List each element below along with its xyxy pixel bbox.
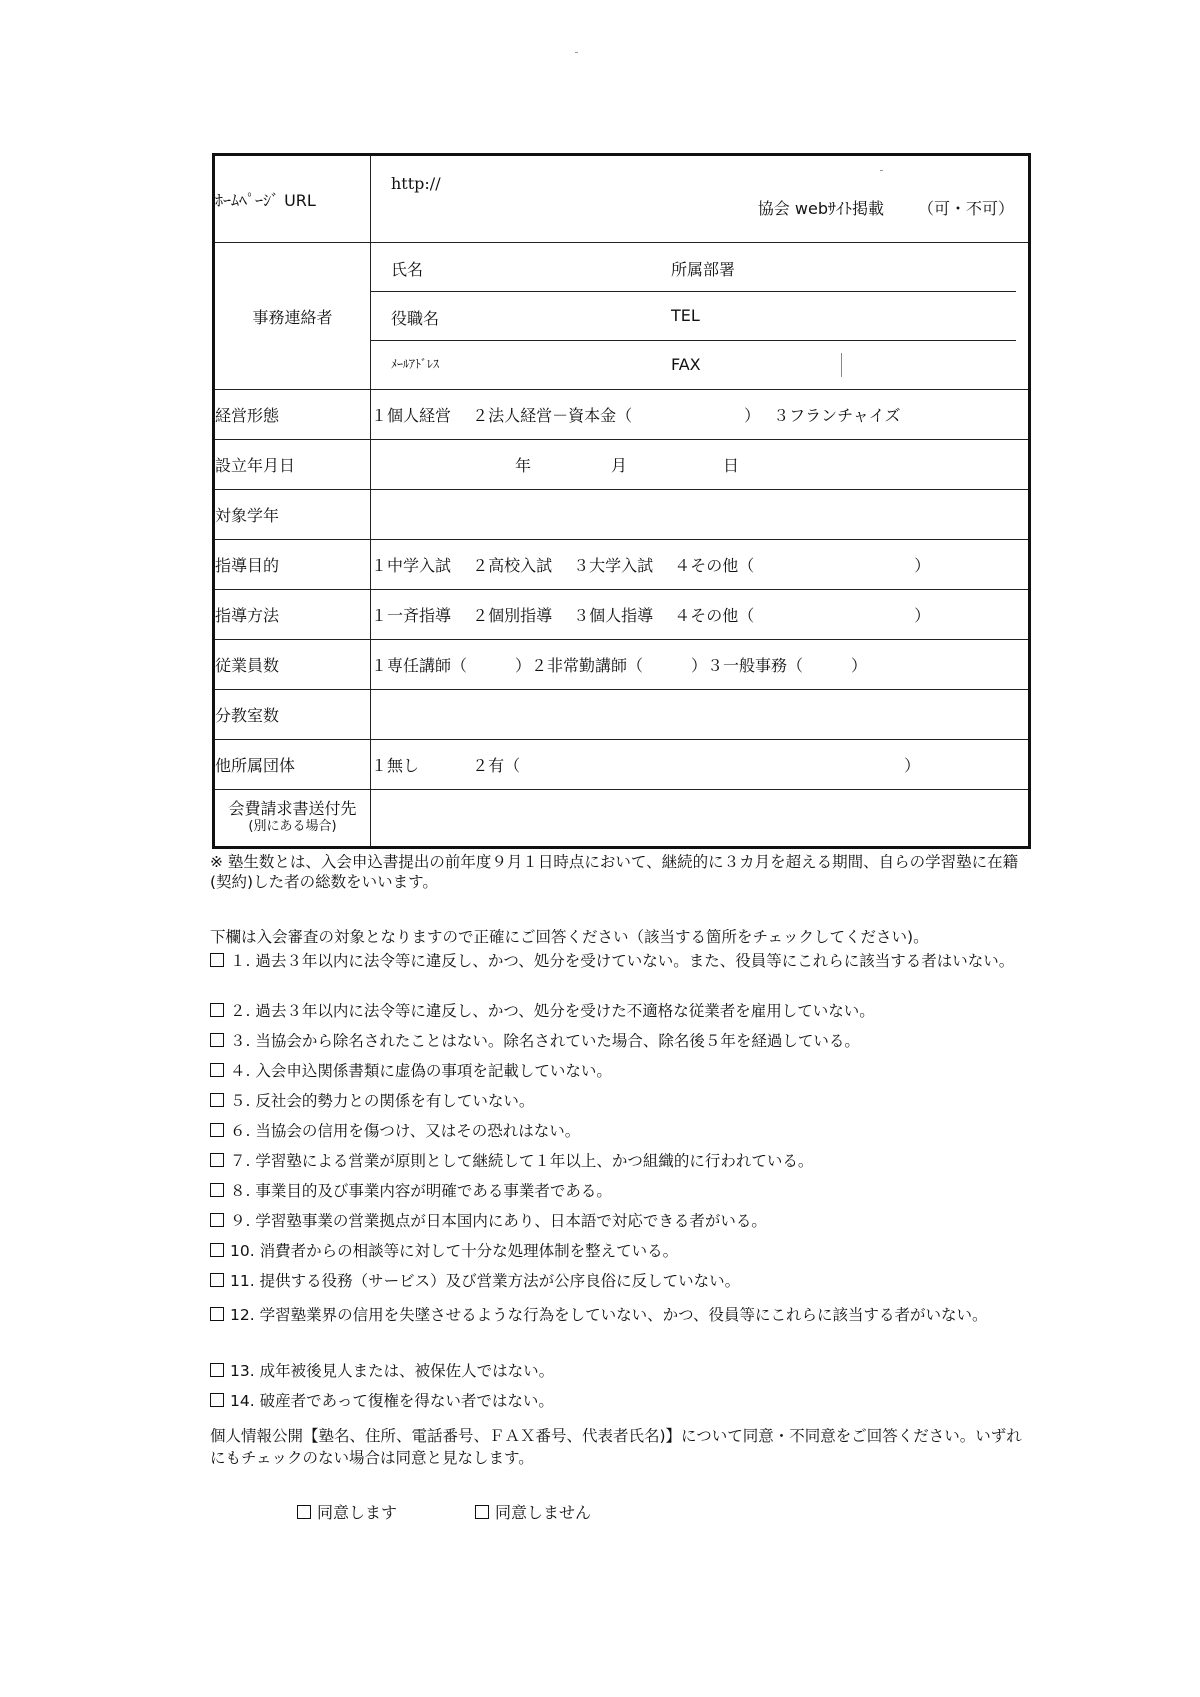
- row-label: 従業員数: [214, 640, 371, 690]
- checkbox[interactable]: [210, 1273, 224, 1287]
- field-divider-mark: [841, 353, 842, 377]
- row-label: 設立年月日: [214, 440, 371, 490]
- row-value[interactable]: １一斉指導 ２個別指導 ３個人指導 ４その他（ ）: [371, 590, 1030, 640]
- checklist-text: ５. 反社会的勢力との関係を有していない。: [230, 1092, 535, 1110]
- checkbox[interactable]: [210, 1093, 224, 1107]
- checklist-item-3[interactable]: [210, 1031, 1036, 1051]
- form-row-grades: [214, 490, 1030, 540]
- student-count-note: ※ 塾生数とは、入会申込書提出の前年度９月１日時点において、継続的に３カ月を超える期間、自らの学習塾に在籍(契約)した者の総数をいいます。: [210, 853, 1019, 891]
- row-value[interactable]: １無し ２有（ ）: [371, 740, 1030, 790]
- agree-label: 同意します: [317, 1503, 398, 1522]
- row-label: 経営形態: [214, 390, 371, 440]
- form-row-billing: [214, 790, 1030, 848]
- checklist-item-5[interactable]: [210, 1091, 1036, 1111]
- contact-row: [214, 243, 1030, 390]
- row-label: 分教室数: [214, 690, 371, 740]
- billing-value[interactable]: [371, 790, 1030, 848]
- url-cell[interactable]: [371, 155, 1030, 243]
- contact-fax-label: FAX: [671, 355, 701, 374]
- form-row-other-affiliations: [214, 740, 1030, 790]
- checkbox[interactable]: [210, 1363, 224, 1377]
- checkbox[interactable]: [297, 1505, 311, 1519]
- checklist-item-7[interactable]: [210, 1151, 1036, 1171]
- billing-label: 会費請求書送付先: [228, 799, 357, 818]
- form-row-founded: [214, 440, 1030, 490]
- checkbox[interactable]: [210, 1307, 224, 1321]
- checklist-item-1[interactable]: [210, 951, 1036, 971]
- row-value[interactable]: １中学入試 ２高校入試 ３大学入試 ４その他（ ）: [371, 540, 1030, 590]
- checkbox[interactable]: [210, 1123, 224, 1137]
- checklist-text: ９. 学習塾事業の営業拠点が日本国内にあり、日本語で対応できる者がいる。: [230, 1212, 767, 1230]
- checklist-text: ３. 当協会から除名されたことはない。除名されていた場合、除名後５年を経過している。: [230, 1032, 860, 1050]
- application-form-table: [212, 153, 1031, 849]
- checkbox[interactable]: [210, 1183, 224, 1197]
- checklist-text: 12. 学習塾業界の信用を失墜させるような行為をしていない、かつ、役員等にこれらに該当する者がいない。: [230, 1306, 988, 1324]
- checklist-item-8[interactable]: [210, 1181, 1036, 1201]
- checklist-text: ７. 学習塾による営業が原則として継続して１年以上、かつ組織的に行われている。: [230, 1152, 814, 1170]
- form-row-branches: [214, 690, 1030, 740]
- row-value[interactable]: [371, 490, 1030, 540]
- checklist-item-6[interactable]: [210, 1121, 1036, 1141]
- consent-text: 個人情報公開【塾名、住所、電話番号、ＦＡＸ番号、代表者氏名)】について同意・不同意をご回答ください。いずれにもチェックのない場合は同意と見なします。: [210, 1427, 1022, 1467]
- form-row-purpose: [214, 540, 1030, 590]
- disagree-option[interactable]: [475, 1500, 591, 1523]
- row-label: 他所属団体: [214, 740, 371, 790]
- checkbox[interactable]: [210, 1393, 224, 1407]
- checklist-item-14[interactable]: [210, 1391, 1036, 1411]
- checklist-intro: 下欄は入会審査の対象となりますので正確にご回答ください（該当する箇所をチェックしてください)。: [210, 928, 929, 946]
- checklist-item-4[interactable]: [210, 1061, 1036, 1081]
- form-row-management: [214, 390, 1030, 440]
- row-value[interactable]: １専任講師（ ）２非常勤講師（ ）３一般事務（ ）: [371, 640, 1030, 690]
- checkbox[interactable]: [210, 1033, 224, 1047]
- checklist-text: ６. 当協会の信用を傷つけ、又はその恐れはない。: [230, 1122, 581, 1140]
- contact-department-label: 所属部署: [671, 260, 736, 279]
- checklist-text: ８. 事業目的及び事業内容が明確である事業者である。: [230, 1182, 612, 1200]
- checklist-item-13[interactable]: [210, 1361, 1036, 1381]
- disagree-label: 同意しません: [495, 1503, 592, 1522]
- checklist-text: １. 過去３年以内に法令等に違反し、かつ、処分を受けていない。また、役員等にこれらに該当する者はいない。: [230, 952, 1015, 970]
- checklist-item-12[interactable]: [210, 1301, 1036, 1329]
- checklist-text: 11. 提供する役務（サービス）及び営業方法が公序良俗に反していない。: [230, 1272, 741, 1290]
- checklist-item-9[interactable]: [210, 1211, 1036, 1231]
- row-value[interactable]: [371, 690, 1030, 740]
- checklist-text: ２. 過去３年以内に法令等に違反し、かつ、処分を受けた不適格な従業者を雇用していない。: [230, 1002, 875, 1020]
- contact-email-label: ﾒｰﾙｱﾄﾞﾚｽ: [391, 357, 440, 371]
- url-publish-label: 協会 webｻｲﾄ掲載: [757, 199, 884, 218]
- billing-label-cell: [214, 790, 371, 848]
- row-value[interactable]: １個人経営 ２法人経営－資本金（ ） ３フランチャイズ: [371, 390, 1030, 440]
- contact-label: 事務連絡者: [214, 243, 371, 390]
- form-row-staff: [214, 640, 1030, 690]
- url-publish-consent: [758, 196, 1014, 219]
- url-value: http://: [391, 174, 441, 193]
- checklist-text: 13. 成年被後見人または、被保佐人ではない。: [230, 1362, 555, 1380]
- contact-cell: [371, 243, 1030, 390]
- checklist-text: 10. 消費者からの相談等に対して十分な処理体制を整えている。: [230, 1242, 679, 1260]
- agree-option[interactable]: [297, 1500, 397, 1523]
- checklist-item-10[interactable]: [210, 1241, 1036, 1261]
- checkbox[interactable]: [210, 953, 224, 967]
- contact-line-title[interactable]: [371, 292, 1016, 341]
- checkbox[interactable]: [475, 1505, 489, 1519]
- row-value[interactable]: 年 月 日: [371, 440, 1030, 490]
- checkbox[interactable]: [210, 1243, 224, 1257]
- contact-title-label: 役職名: [391, 309, 440, 328]
- url-publish-choice[interactable]: （可・不可）: [917, 199, 1014, 218]
- row-label: 指導方法: [214, 590, 371, 640]
- url-row: [214, 155, 1030, 243]
- contact-line-name[interactable]: [371, 243, 1016, 292]
- checklist-item-2[interactable]: [210, 1001, 1036, 1021]
- checklist-text: 14. 破産者であって復権を得ない者ではない。: [230, 1392, 554, 1410]
- row-label: 指導目的: [214, 540, 371, 590]
- row-label: 対象学年: [214, 490, 371, 540]
- contact-name-label: 氏名: [391, 260, 424, 279]
- contact-line-email[interactable]: [371, 341, 1016, 389]
- scan-speck: [575, 52, 578, 53]
- contact-tel-label: TEL: [671, 306, 700, 325]
- checklist-text: ４. 入会申込関係書類に虚偽の事項を記載していない。: [230, 1062, 612, 1080]
- billing-sublabel: (別にある場合): [248, 819, 337, 834]
- checkbox[interactable]: [210, 1063, 224, 1077]
- checklist-item-11[interactable]: [210, 1271, 1036, 1291]
- form-row-method: [214, 590, 1030, 640]
- checkbox[interactable]: [210, 1003, 224, 1017]
- url-label: ﾎｰﾑﾍﾟｰｼﾞ URL: [214, 155, 371, 243]
- checkbox[interactable]: [210, 1213, 224, 1227]
- checkbox[interactable]: [210, 1153, 224, 1167]
